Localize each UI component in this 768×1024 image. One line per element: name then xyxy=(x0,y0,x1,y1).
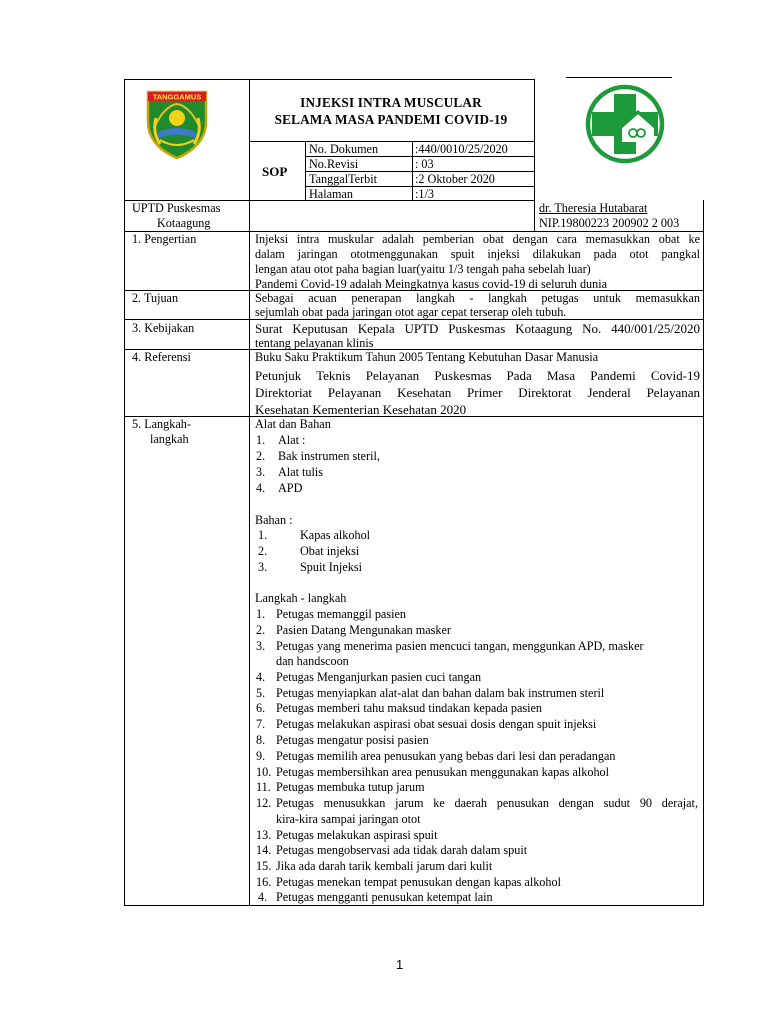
border-top-right xyxy=(566,77,672,78)
step-text: Petugas melakukan aspirasi obat sesuai dosis dengan spuit injeksi xyxy=(276,717,597,731)
border-right xyxy=(703,200,704,906)
step-text: Petugas memberi tahu maksud tindakan kepada pasien xyxy=(276,701,543,715)
kebijakan-text: tentang pelayanan klinis xyxy=(255,336,374,350)
step-text: dan handscoon xyxy=(276,654,349,668)
referensi-text: Kesehatan Kementerian Kesehatan 2020 xyxy=(255,402,467,417)
meta-label: No.Revisi xyxy=(309,157,359,171)
step-number: 15. xyxy=(256,859,272,873)
pengertian-text: lengan atau otot paha bagian luar(yaitu 1/3 tengah paha sebelah luar) xyxy=(255,262,591,276)
list-item: Obat injeksi xyxy=(300,544,360,558)
section-label-pengertian: 1. Pengertian xyxy=(132,232,197,246)
referensi-text: Direktoriat Pelayanan Kesehatan Primer Direktorat Jenderal Pelayanan xyxy=(255,385,700,400)
referensi-text: Petunjuk Teknis Pelayanan Puskesmas Pada Masa Pandemi Covid-19 xyxy=(255,368,700,383)
list-item: Kapas alkohol xyxy=(300,528,371,542)
pengertian-text: dalam jaringan ototmenggunakan spuit injeksi dilakukan pada otot pangkal xyxy=(255,247,700,261)
org-name-line1: UPTD Puskesmas xyxy=(132,201,221,215)
tujuan-text: sejumlah obat pada jaringan otot agar cepat terserap oleh tubuh. xyxy=(255,305,567,319)
section-label-referensi: 4. Referensi xyxy=(132,350,191,364)
step-text: Petugas memilih area penusukan yang bebas dari lesi dan peradangan xyxy=(276,749,616,763)
alat-heading: Alat dan Bahan xyxy=(255,417,331,431)
list-item: Bak instrumen steril, xyxy=(278,449,380,463)
step-text: Petugas menyiapkan alat-alat dan bahan dalam bak instrumen steril xyxy=(276,686,605,700)
step-text: Pasien Datang Mengunakan masker xyxy=(276,623,451,637)
list-item: Alat tulis xyxy=(278,465,324,479)
section-label-tujuan: 2. Tujuan xyxy=(132,291,179,305)
step-number: 4. xyxy=(256,670,266,684)
step-text: Petugas menekan tempat penusukan dengan kapas alkohol xyxy=(276,875,561,889)
step-text: Petugas mengobservasi ada tidak darah dalam spuit xyxy=(276,843,528,857)
step-text: kira-kira sampai jaringan otot xyxy=(276,812,421,826)
meta-value: :2 Oktober 2020 xyxy=(415,172,495,186)
border-left xyxy=(124,79,125,906)
sop-label: SOP xyxy=(262,164,288,179)
step-number: 2. xyxy=(256,623,266,637)
step-number: 5. xyxy=(256,686,266,700)
section-label-langkah: 5. Langkah- xyxy=(132,417,191,431)
tanggamus-logo-icon xyxy=(144,88,210,160)
signer-nip: NIP.19800223 200902 2 003 xyxy=(539,216,680,230)
step-number: 14. xyxy=(256,843,272,857)
org-name-line2: Kotaagung xyxy=(157,216,211,230)
step-text: Petugas melakukan aspirasi spuit xyxy=(276,828,438,842)
list-number: 3. xyxy=(258,560,268,574)
document-title-line2: SELAMA MASA PANDEMI COVID-19 xyxy=(274,112,508,127)
bahan-heading: Bahan : xyxy=(255,513,293,527)
document-title-line1: INJEKSI INTRA MUSCULAR xyxy=(300,95,482,110)
step-number: 10. xyxy=(256,765,272,779)
step-number: 3. xyxy=(256,639,266,653)
step-text: Petugas menusukkan jarum ke daerah penusukan dengan sudut 90 derajat, xyxy=(276,796,698,810)
list-number: 3. xyxy=(256,465,266,479)
divider-label-col xyxy=(249,79,250,906)
referensi-text: Buku Saku Praktikum Tahun 2005 Tentang Kebutuhan Dasar Manusia xyxy=(255,350,599,364)
step-number: 9. xyxy=(256,749,266,763)
meta-value: :440/0010/25/2020 xyxy=(415,142,508,156)
page-number: 1 xyxy=(396,957,404,972)
step-number: 8. xyxy=(256,733,266,747)
step-text: Petugas Menganjurkan pasien cuci tangan xyxy=(276,670,482,684)
meta-label: No. Dokumen xyxy=(309,142,379,156)
step-text: Petugas mengganti penusukan ketempat lain xyxy=(276,890,493,904)
tujuan-text: Sebagai acuan penerapan langkah - langkah petugas untuk memasukkan xyxy=(255,291,700,305)
signer-name: dr. Theresia Hutabarat xyxy=(539,201,648,215)
section-label-langkah-2: langkah xyxy=(150,432,189,446)
list-number: 4. xyxy=(256,481,266,495)
step-text: Petugas membersihkan area penusukan menggunakan kapas alkohol xyxy=(276,765,610,779)
list-item: Alat : xyxy=(278,433,306,447)
list-item: APD xyxy=(278,481,303,495)
logo-text: TANGGAMUS xyxy=(152,92,202,102)
list-item: Spuit Injeksi xyxy=(300,560,362,574)
meta-label: TanggalTerbit xyxy=(309,172,378,186)
pengertian-text: Pandemi Covid-19 adalah Meingkatnya kasus covid-19 di seluruh dunia xyxy=(255,277,608,291)
kebijakan-text: Surat Keputusan Kepala UPTD Puskesmas Kotaagung No. 440/001/25/2020 xyxy=(255,321,700,336)
step-number: 6. xyxy=(256,701,266,715)
pengertian-text: Injeksi intra muskular adalah pemberian obat dengan cara memasukkan obat ke xyxy=(255,232,700,246)
step-text: Petugas yang menerima pasien mencuci tangan, menggunkan APD, masker xyxy=(276,639,644,653)
meta-value: : 03 xyxy=(415,157,434,171)
step-text: Petugas mengatur posisi pasien xyxy=(276,733,429,747)
list-number: 2. xyxy=(256,449,266,463)
border-top xyxy=(124,79,535,80)
list-number: 1. xyxy=(256,433,266,447)
step-number: 16. xyxy=(256,875,272,889)
steps-heading: Langkah - langkah xyxy=(255,591,347,605)
list-number: 1. xyxy=(258,528,268,542)
section-label-kebijakan: 3. Kebijakan xyxy=(132,321,195,335)
step-text: Petugas memanggil pasien xyxy=(276,607,406,621)
step-number: 4. xyxy=(258,890,268,904)
meta-value: :1/3 xyxy=(415,187,434,201)
meta-label: Halaman xyxy=(309,187,353,201)
step-text: Petugas membuka tutup jarum xyxy=(276,780,425,794)
step-number: 11. xyxy=(256,780,271,794)
step-number: 1. xyxy=(256,607,266,621)
list-number: 2. xyxy=(258,544,268,558)
step-text: Jika ada darah tarik kembali jarum dari kulit xyxy=(276,859,493,873)
puskesmas-logo-icon xyxy=(580,84,670,164)
step-number: 12. xyxy=(256,796,272,810)
step-number: 13. xyxy=(256,828,272,842)
step-number: 7. xyxy=(256,717,266,731)
